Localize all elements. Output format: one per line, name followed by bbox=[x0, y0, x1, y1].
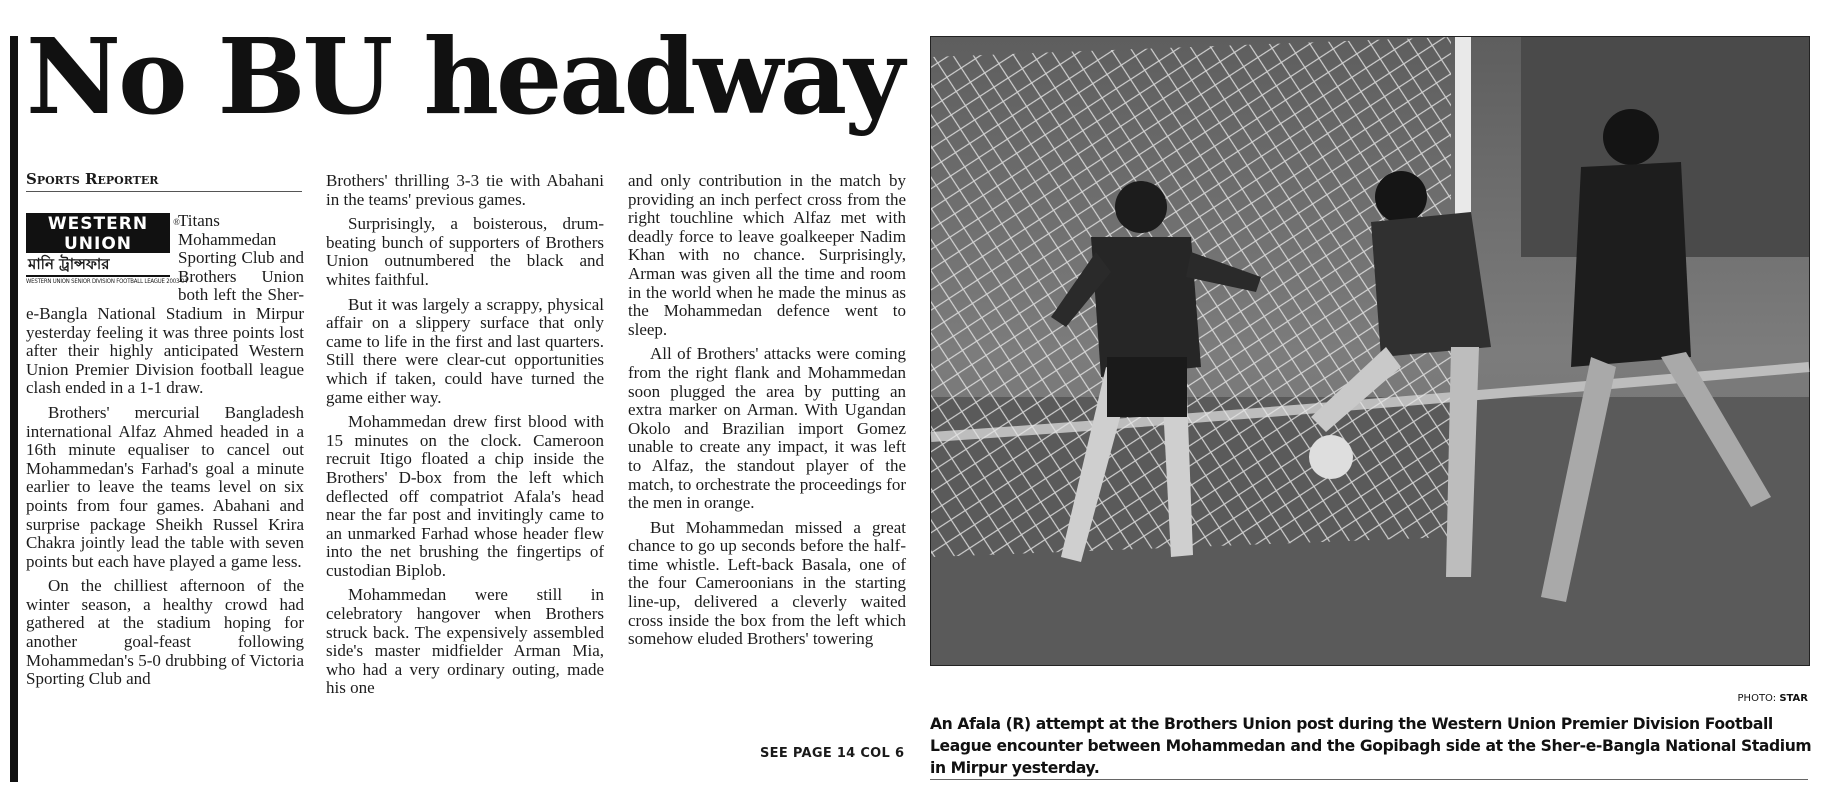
logo-wordmark bbox=[26, 213, 180, 254]
logo-line-1: WESTERN bbox=[47, 214, 149, 234]
article-column-3 bbox=[628, 172, 906, 655]
paragraph: On the chilliest afternoon of the winter season, a healthy crowd had gathered at the stadium hoping for another goal-feast following Mohammedan's 5-0 drubbing of Victoria Sporting Club and bbox=[26, 576, 304, 689]
logo-line-2: UNION bbox=[63, 234, 133, 254]
paragraph: All of Brothers' attacks were coming from the right flank and Mohammedan soon plugged the area by putting an extra marker on Arman. With Ugandan Okolo and Brazilian import Gomez unable to create any impact, it was left to Alfaz, the standout player of the match, to orchestrate the proceedings for the men in orange. bbox=[628, 344, 906, 513]
photo-credit-name: STAR bbox=[1779, 693, 1808, 704]
article-column-2 bbox=[326, 172, 604, 704]
logo-bangla-text: মানি ট্রান্সফার bbox=[26, 253, 170, 277]
byline: Sports Reporter bbox=[26, 170, 302, 192]
photo-credit bbox=[1700, 693, 1808, 704]
bottom-rule bbox=[930, 779, 1808, 780]
paragraph: But Mohammedan missed a great chance to go up seconds before the half-time whistle. Left-back Basala, one of the four Cameroonians in the starting line-up, delivered a cleverly waited cross inside the box from the left which somehow eluded Brothers' towering bbox=[628, 517, 906, 649]
paragraph: Brothers' mercurial Bangladesh international Alfaz Ahmed headed in a 16th minute equaliser to cancel out Mohammedan's Farhad's goal a minute earlier to leave the teams level on six points from four games. Abahani and surprise package Sheikh Russel Krira Chakra jointly lead the table with seven points but each have played a game less. bbox=[26, 402, 304, 571]
match-photo bbox=[930, 36, 1810, 666]
logo-subtitle: WESTERN UNION SENIOR DIVISION FOOTBALL LEAGUE 2003-04 bbox=[26, 278, 188, 285]
paragraph: Brothers' thrilling 3-3 tie with Abahani in the teams' previous games. bbox=[326, 171, 604, 209]
left-margin-rule bbox=[10, 36, 18, 782]
paragraph: Mohammedan were still in celebratory hangover when Brothers struck back. The expensively assembled side's master midfielder Arman Mia, who had a very ordinary outing, made his one bbox=[326, 585, 604, 698]
paragraph: and only contribution in the match by providing an inch perfect cross from the right touchline which Alfaz met with deadly force to leave goalkeeper Nadim Khan with no chance. Surprisingly, Arman was given all the time and room in the world when he made the minus as the Mohammedan defence went to sleep. bbox=[628, 171, 906, 339]
football bbox=[1309, 435, 1353, 479]
continuation-jump: SEE PAGE 14 COL 6 bbox=[760, 746, 905, 761]
headline: No BU headway bbox=[26, 15, 902, 138]
photo-credit-label: PHOTO: bbox=[1737, 693, 1777, 704]
registered-mark: ® bbox=[173, 217, 180, 227]
article-column-1 bbox=[26, 212, 304, 768]
photo-caption: An Afala (R) attempt at the Brothers Union post during the Western Union Premier Division Football League encounter between Mohammedan and the Gopibagh side at the Sher-e-Bangla National Stadium in Mirpur yesterday. bbox=[930, 715, 1812, 777]
paragraph: But it was largely a scrappy, physical affair on a slippery surface that only came to life in the first and last quarters. Still there were clear-cut opportunities which if taken, could have turned the game either way. bbox=[326, 294, 604, 407]
paragraph: Surprisingly, a boisterous, drum-beating bunch of supporters of Brothers Union outnumbered the black and whites faithful. bbox=[326, 214, 604, 289]
paragraph: Titans Mohammedan Sporting Club and Brothers Union both left the Sher-e-Bangla National Stadium in Mirpur yesterday feeling it was three points lost after their highly anticipated Western Union Premier Division football league clash ended in a 1-1 draw. bbox=[26, 211, 304, 398]
football-action-photo bbox=[931, 37, 1809, 665]
western-union-logo bbox=[26, 213, 188, 286]
paragraph: Mohammedan drew first blood with 15 minutes on the clock. Cameroon recruit Itigo floated a chip inside the Brothers' D-box from the left which deflected off compatriot Afala's head near the far post and invitingly came to an unmarked Farhad whose header flew into the net brushing the fingertips of custodian Biplob. bbox=[326, 412, 604, 580]
